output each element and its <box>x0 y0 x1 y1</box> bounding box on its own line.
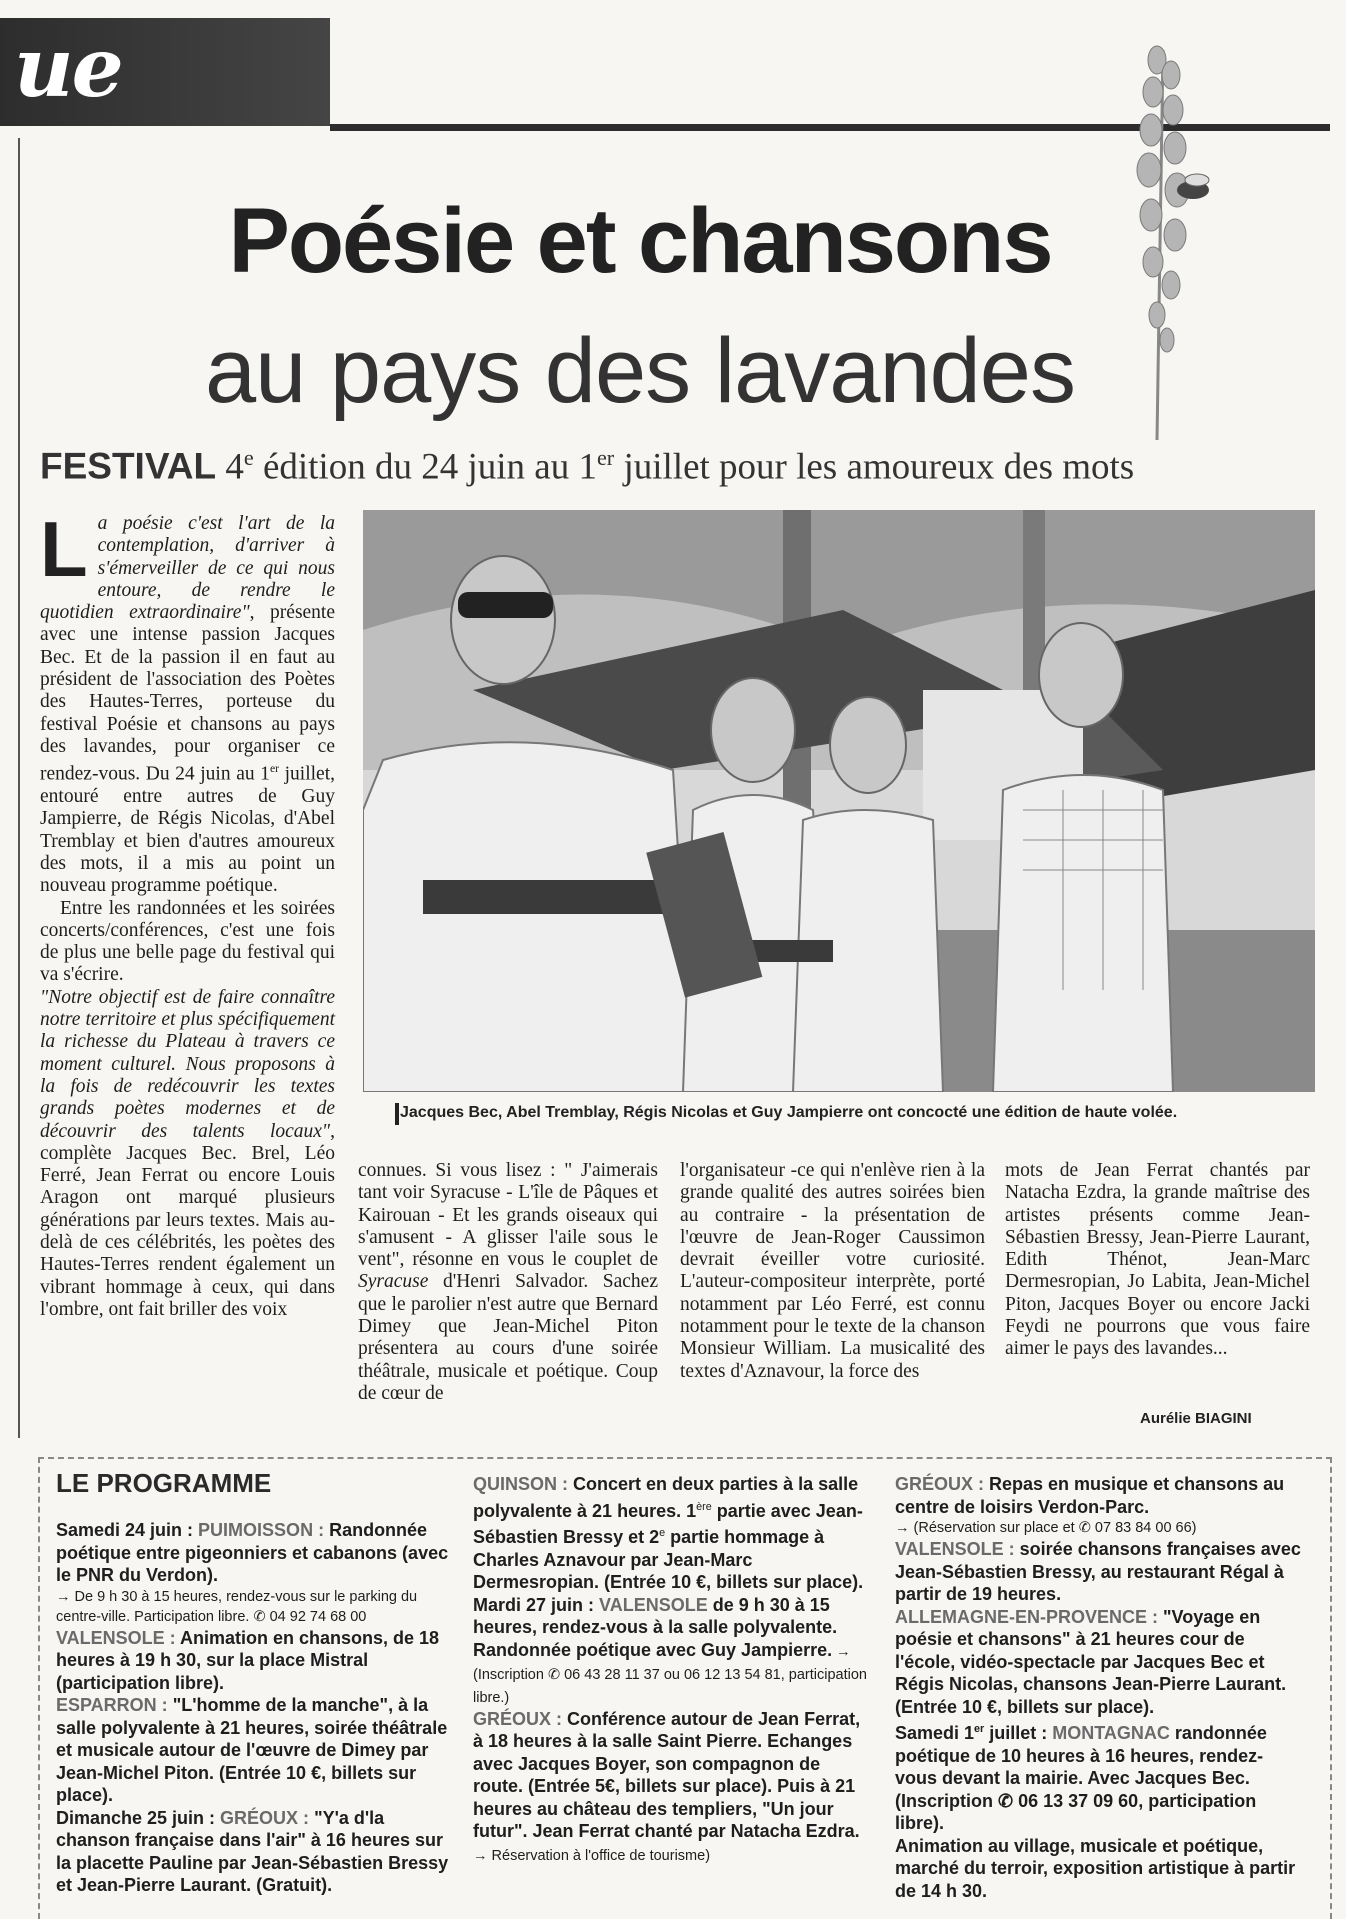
col2-text-a: connues. Si vous lisez : " J'aimerais tant voir Syracuse - L'île de Pâques et Kairouan - Et les grands oiseaux qui s'amusent - A glisser l'aile sous le vent", résonne en vous le couplet de <box>358 1160 658 1271</box>
kicker-text-a: 4 <box>216 446 244 488</box>
place-esparron: ESPARRON : <box>56 1695 168 1715</box>
place-quinson: QUINSON : <box>473 1474 569 1494</box>
place-allemagne-en-provence: ALLEMAGNE-EN-PROVENCE : <box>895 1606 1159 1627</box>
ordinal-sup: e <box>659 1527 666 1539</box>
article-column-3: l'organisateur -ce qui n'enlève rien à la grande qualité des autres soirées bien au contraire - la présentation de l'œuvre de Jean-Roger Caussimon devrait éveiller votre curiosité. L'auteur-compositeur interprète, porté notamment par Léo Ferré, est connu notamment pour le texte de la chanson Monsieur William. La musicalité des textes d'Aznavour, la force des <box>680 1160 985 1382</box>
place-puimoisson: PUIMOISSON : <box>193 1520 325 1540</box>
p1-text: , présente avec une intense passion Jacques Bec. Et de la passion il en faut au président de l'association des Poètes des Hautes-Terres, porteuse du festival Poésie et chansons au pays des lavandes, pour organiser ce rendez-vous. Du 24 juin au 1 <box>40 602 336 785</box>
place-montagnac: MONTAGNAC <box>1047 1723 1170 1743</box>
article-paragraph-1 <box>40 505 336 898</box>
p1-sup: er <box>269 762 280 776</box>
event-text: partie hommage à Charles Aznavour par Jean-Marc Dermesropian. (Entrée 10 €, billets sur place). <box>473 1527 864 1592</box>
kicker-tag: FESTIVAL <box>40 445 217 487</box>
event-text: Repas en musique et chansons au centre de loisirs Verdon-Parc. <box>895 1474 1285 1517</box>
programme-title: LE PROGRAMME <box>56 1468 272 1498</box>
event-text: de 9 h 30 à 15 heures, rendez-vous à la salle polyvalente. Randonnée poétique avec Guy Jampierre. <box>473 1594 838 1660</box>
article-column-2 <box>358 1160 658 1405</box>
caption-marker <box>395 1103 399 1125</box>
kicker-text-c: juillet pour les amoureux des mots <box>614 446 1135 488</box>
headline-line-2: au pays des lavandes <box>205 320 1075 422</box>
date-27-juin: Mardi 27 juin : <box>473 1594 595 1615</box>
programme-column-3 <box>895 1473 1305 1902</box>
article-column-1 <box>40 505 336 1321</box>
event-text: Conférence autour de Jean Ferrat, à 18 heures à la salle Saint Pierre. Echanges avec Jacques Boyer, son compagnon de route. (Entrée 5€, billets sur place). Puis à 21 heures au château des templiers, "Un jour futur". Jean Ferrat chanté par Natacha Ezdra. <box>473 1708 861 1841</box>
p1-end: juillet, entouré entre autres de Guy Jampierre, de Régis Nicolas, d'Abel Tremblay et bien d'autres amoureux des mots, il a mis au point un nouveau programme poétique. <box>40 763 335 897</box>
event-text: "Voyage en poésie et chansons" à 21 heures cour de l'école, vidéo-spectacle par Jacques Bec et Régis Nicolas, chansons Jean-Pierre Laurant. (Entrée 10 €, billets sur place). <box>895 1606 1287 1717</box>
event-note: → Réservation à l'office de tourisme) <box>473 1848 711 1864</box>
place-greoux: GRÉOUX : <box>473 1708 563 1729</box>
drop-cap: L <box>40 505 88 593</box>
programme-column-2 <box>473 1473 873 1866</box>
event-note: → (Réservation sur place et ✆ 07 83 84 00 66) <box>895 1520 1197 1536</box>
event-text: "Y'a d'la chanson française dans l'air" à 16 heures sur la placette Pauline par Jean-Sébastien Bressy et Jean-Pierre Laurant. (Gratuit). <box>56 1807 449 1895</box>
place-valensole: VALENSOLE : <box>895 1539 1015 1559</box>
kicker-sup-1: e <box>243 445 254 470</box>
event-text: Animation au village, musicale et poétique, marché du terroir, exposition artistique à partir de 14 h 30. <box>895 1835 1296 1901</box>
article-paragraph-2: Entre les randonnées et les soirées concerts/conférences, c'est une fois de plus une belle page du festival qui va s'écrire. <box>40 897 335 986</box>
event-text: partie avec Jean-Sébastien Bressy et 2 <box>473 1500 863 1547</box>
section-header-tab <box>0 18 330 126</box>
place-greoux: GRÉOUX : <box>895 1474 985 1494</box>
col2-text-b: d'Henri Salvador. Sachez que le parolier n'est autre que Bernard Dimey que Jean-Michel Piton présentera au cours d'une soirée théâtrale, musicale et poétique. Coup de cœur de <box>358 1271 658 1404</box>
col2-song-title: Syracuse <box>358 1271 429 1293</box>
event-text: Animation en chansons, de 18 heures à 19 h 30, sur la place Mistral (participation libre). <box>56 1627 440 1693</box>
date-25-juin: Dimanche 25 juin : <box>56 1807 216 1828</box>
event-text: "L'homme de la manche", à la salle polyvalente à 21 heures, soirée théâtrale et musicale autour de l'œuvre de Dimey par Jean-Michel Piton. (Entrée 10 €, billets sur place). <box>56 1695 448 1805</box>
kicker <box>40 445 1330 488</box>
event-text: Randonnée poétique entre pigeonniers et cabanons (avec le PNR du Verdon). <box>56 1520 449 1585</box>
left-column-rule <box>18 138 20 1438</box>
event-text: soirée chansons françaises avec Jean-Sébastien Bressy, au restaurant Régal à partir de 19 heures. <box>895 1539 1301 1604</box>
article-column-4: mots de Jean Ferrat chantés par Natacha Ezdra, la grande maîtrise des artistes présents comme Jean-Sébastien Bressy, Jean-Pierre Laurant, Edith Thénot, Jean-Marc Dermesropian, Jo Labita, Jean-Michel Piton, Jacques Boyer ou encore Jacki Feydi ne pourrons que vous faire aimer le pays des lavandes... <box>1005 1160 1310 1360</box>
event-note: → (Inscription ✆ 06 43 28 11 37 ou 06 12 13 54 81, participation libre.) <box>473 1643 867 1706</box>
headline-line-1: Poésie et chansons <box>228 190 1052 292</box>
date-1er-juillet: Samedi 1 <box>895 1723 975 1743</box>
date-24-juin: Samedi 24 juin : <box>56 1520 194 1540</box>
place-greoux: GRÉOUX : <box>215 1807 310 1828</box>
quote-2: "Notre objectif est de faire connaître notre territoire et plus spécifiquement la richesse du Plateau à travers ce moment culturel. Nous proposons à la fois de redécouvrir les textes grands poètes modernes et de découvrir des talents locaux" <box>40 986 335 1142</box>
event-text: randonnée poétique de 10 heures à 16 heures, rendez-vous devant la mairie. Avec Jacques Bec. (Inscription ✆ 06 13 37 09 60, participation libre). <box>895 1723 1267 1833</box>
photo-caption: Jacques Bec, Abel Tremblay, Régis Nicolas et Guy Jampierre ont concocté une édition de haute volée. <box>400 1104 1178 1121</box>
place-valensole: VALENSOLE : <box>56 1627 176 1648</box>
ordinal-sup: ère <box>696 1500 712 1513</box>
event-text: Concert en deux parties à la salle polyvalente à 21 heures. 1 <box>473 1474 859 1521</box>
group-photo <box>363 510 1315 1092</box>
kicker-sup-2: er <box>596 445 615 470</box>
ordinal-sup: er <box>974 1723 985 1735</box>
programme-column-1 <box>56 1519 451 1897</box>
place-valensole: VALENSOLE <box>594 1594 708 1615</box>
quote-1: a poésie c'est l'art de la contemplation, d'arriver à s'émerveiller de ce qui nous entoure, de rendre le quotidien extraordinaire" <box>40 513 335 624</box>
event-note: → De 9 h 30 à 15 heures, rendez-vous sur le parking du centre-ville. Participation libre. ✆ 04 92 74 68 00 <box>56 1588 418 1625</box>
article-paragraph-3 <box>40 987 335 1321</box>
byline: Aurélie BIAGINI <box>1140 1410 1252 1427</box>
section-label: ue <box>14 20 122 116</box>
date-1er-juillet-b: juillet : <box>984 1723 1048 1743</box>
p3-text: , complète Jacques Bec. Brel, Léo Ferré, Jean Ferrat ou encore Louis Aragon ont marqué plusieurs générations par leurs textes. Mais au-delà de ces célébrités, les poètes des Hautes-Terres rendent également un vibrant hommage à ceux, qui dans l'ombre, ont fait briller des voix <box>40 1120 335 1320</box>
kicker-text-b: édition du 24 juin au 1 <box>253 446 597 488</box>
